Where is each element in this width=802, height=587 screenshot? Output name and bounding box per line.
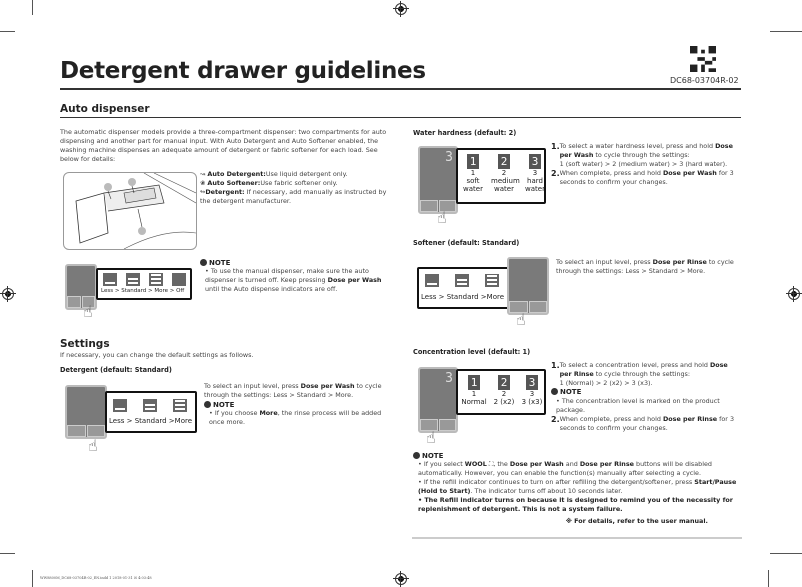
auto-detergent-icon: ↝ xyxy=(200,170,206,178)
water-hardness-steps xyxy=(551,142,741,187)
legend-item: ❀ Auto Softener:Use fabric softener only. xyxy=(200,179,338,187)
level-less-icon xyxy=(425,274,439,287)
concentration-popup: 1 1 Normal 2 2 2 (x2) 3 3 3 (x3) xyxy=(456,369,546,415)
concentration-steps: 1. To select a concentration level, press and hold Dose per Rinse to cycle through the settings: 1 (Normal) > 2 (x2) > 3 (x3). NOTE • The concentration level is marked on the product package. 2. When complete, press and hold Dose per Rinse for 3 seconds to confirm your changes. xyxy=(551,361,741,433)
hand-pointer-icon: ☝ xyxy=(426,428,436,447)
level-standard-icon xyxy=(126,273,140,286)
note-icon xyxy=(200,259,207,266)
level-more-icon xyxy=(485,274,499,287)
legend-item: ↬Detergent: If necessary, add manually as instructed by the detergent manufacturer. xyxy=(200,188,387,205)
manual-dispense-popup: Less > Standard > More > Off xyxy=(96,268,192,300)
crop-mark xyxy=(768,570,769,587)
note-bullet: • The Refill indicator turns on because it is designed to remind you of the necessity for replenishment of detergent. This is not a system failure. xyxy=(418,496,733,513)
softener-subheading: Softener (default: Standard) xyxy=(413,239,520,247)
auto-dispenser-intro: The automatic dispenser models provide a three-compartment dispenser: two compartments for auto dispensing and another part for manual input. With Auto Detergent and Auto Softener enabled, the washing machine dispenses an adequate amount of detergent or fabric softener for each load. See below for details: xyxy=(60,128,387,163)
legend-item: ↝ Auto Detergent:Use liquid detergent only. xyxy=(200,170,348,178)
document-code: DC68-03704R-02 xyxy=(670,76,739,85)
note-bullet: • If the refill indicator continues to turn on after refilling the detergent/softener, press Start/Pause (Hold to Start). The indicator turns off about 10 seconds later. xyxy=(418,478,737,495)
registration-mark-icon xyxy=(395,3,407,15)
detergent-instructions: To select an input level, press Dose per Wash to cycle through the settings: Less > Standard > More. xyxy=(204,382,382,399)
note-icon xyxy=(413,452,420,459)
crop-mark xyxy=(770,31,802,32)
crop-mark xyxy=(0,553,15,554)
qr-code-icon xyxy=(690,46,716,72)
level-standard-icon xyxy=(455,274,469,287)
print-slug: WW8800M_DC68-03704R-02_EN.indd 1 2018-01-31 ☒ 4:03:48 xyxy=(40,576,152,580)
manual-dispenser-note: NOTE • To use the manual dispenser, make sure the auto dispenser is turned off. Keep pressing Dose per Wash until the Auto dispense indicators are off. xyxy=(200,259,390,294)
hand-pointer-icon: ☝ xyxy=(83,302,93,321)
detergent-subheading: Detergent (default: Standard) xyxy=(60,366,172,374)
page-title: Detergent drawer guidelines xyxy=(60,58,426,84)
crop-mark xyxy=(770,553,802,554)
section-heading-settings: Settings xyxy=(60,338,110,350)
step-2: 2. When complete, press and hold Dose per Rinse for 3 seconds to confirm your changes. xyxy=(551,415,735,432)
detergent-icon: ↬ xyxy=(200,188,206,196)
level-less-icon xyxy=(103,273,117,286)
detergent-note: NOTE • If you choose More, the rinse process will be added once more. xyxy=(204,401,394,427)
auto-softener-icon: ❀ xyxy=(200,179,206,187)
level-more-icon xyxy=(173,399,187,412)
water-hardness-popup: 1 1 soft water 2 2 medium water 3 3 hard water xyxy=(456,148,546,204)
dispenser-drawer-illustration xyxy=(63,172,197,250)
level-off-icon xyxy=(172,273,186,286)
section-heading-auto-dispenser: Auto dispenser xyxy=(60,103,150,115)
control-panel-illustration: 3 xyxy=(418,146,458,214)
title-divider xyxy=(60,88,741,90)
note-icon xyxy=(551,388,558,395)
concentration-subheading: Concentration level (default: 1) xyxy=(413,348,531,356)
note-icon xyxy=(204,401,211,408)
step-1: 1. To select a concentration level, press and hold Dose per Rinse to cycle through the settings: 1 (Normal) > 2 (x2) > 3 (x3). xyxy=(551,361,728,387)
control-panel-illustration: 3 xyxy=(418,367,458,433)
water-hardness-subheading: Water hardness (default: 2) xyxy=(413,129,517,137)
step-1: 1. To select a water hardness level, press and hold Dose per Wash to cycle through the settings: 1 (soft water) > 2 (medium water) > 3 (hard water). xyxy=(551,142,733,168)
section-divider xyxy=(60,117,741,118)
hand-pointer-icon: ☝ xyxy=(437,208,447,227)
crop-mark xyxy=(0,31,15,32)
general-note: NOTE • If you select WOOL ⛶, the Dose per Wash and Dose per Rinse buttons will be disabled automatically. However, you can enable the function(s) manually after selecting a cycle. • If the refill indicator continues to turn on after refilling the detergent/softener, press Start/Pause (Hold to Start). The indicator turns off about 10 seconds later. • The Refill indicator turns on because it is designed to remind you of the necessity for replenishment of detergent. This is not a system failure. ※ For details, refer to the user manual. xyxy=(413,452,743,526)
crop-mark xyxy=(32,570,33,587)
softener-instructions: To select an input level, press Dose per Rinse to cycle through the settings: Less > Standard > More. xyxy=(556,258,734,275)
registration-mark-icon xyxy=(788,288,800,300)
wool-icon: ⛶ xyxy=(488,460,494,468)
user-manual-reference: ※ For details, refer to the user manual. xyxy=(565,517,708,525)
level-standard-icon xyxy=(143,399,157,412)
level-less-icon xyxy=(113,399,127,412)
note-bullet: • If you select WOOL ⛶, the Dose per Wash and Dose per Rinse buttons will be disabled automatically. However, you can enable the function(s) manually after selecting a cycle. xyxy=(418,460,712,477)
registration-mark-icon xyxy=(395,573,407,585)
control-panel-illustration xyxy=(507,257,549,315)
hand-pointer-icon: ☝ xyxy=(88,436,98,455)
settings-intro: If necessary, you can change the default settings as follows. xyxy=(60,351,254,359)
hand-pointer-icon: ☝ xyxy=(516,310,526,329)
softener-level-popup: Less > Standard >More xyxy=(417,267,509,309)
control-panel-illustration xyxy=(65,385,107,439)
registration-mark-icon xyxy=(2,288,14,300)
detergent-level-popup: Less > Standard >More xyxy=(105,391,197,433)
step-2: 2. When complete, press and hold Dose per Wash for 3 seconds to confirm your changes. xyxy=(551,169,734,186)
crop-mark xyxy=(32,0,33,15)
dispenser-legend xyxy=(200,170,390,206)
bottom-divider xyxy=(412,537,742,539)
level-more-icon xyxy=(149,273,163,286)
